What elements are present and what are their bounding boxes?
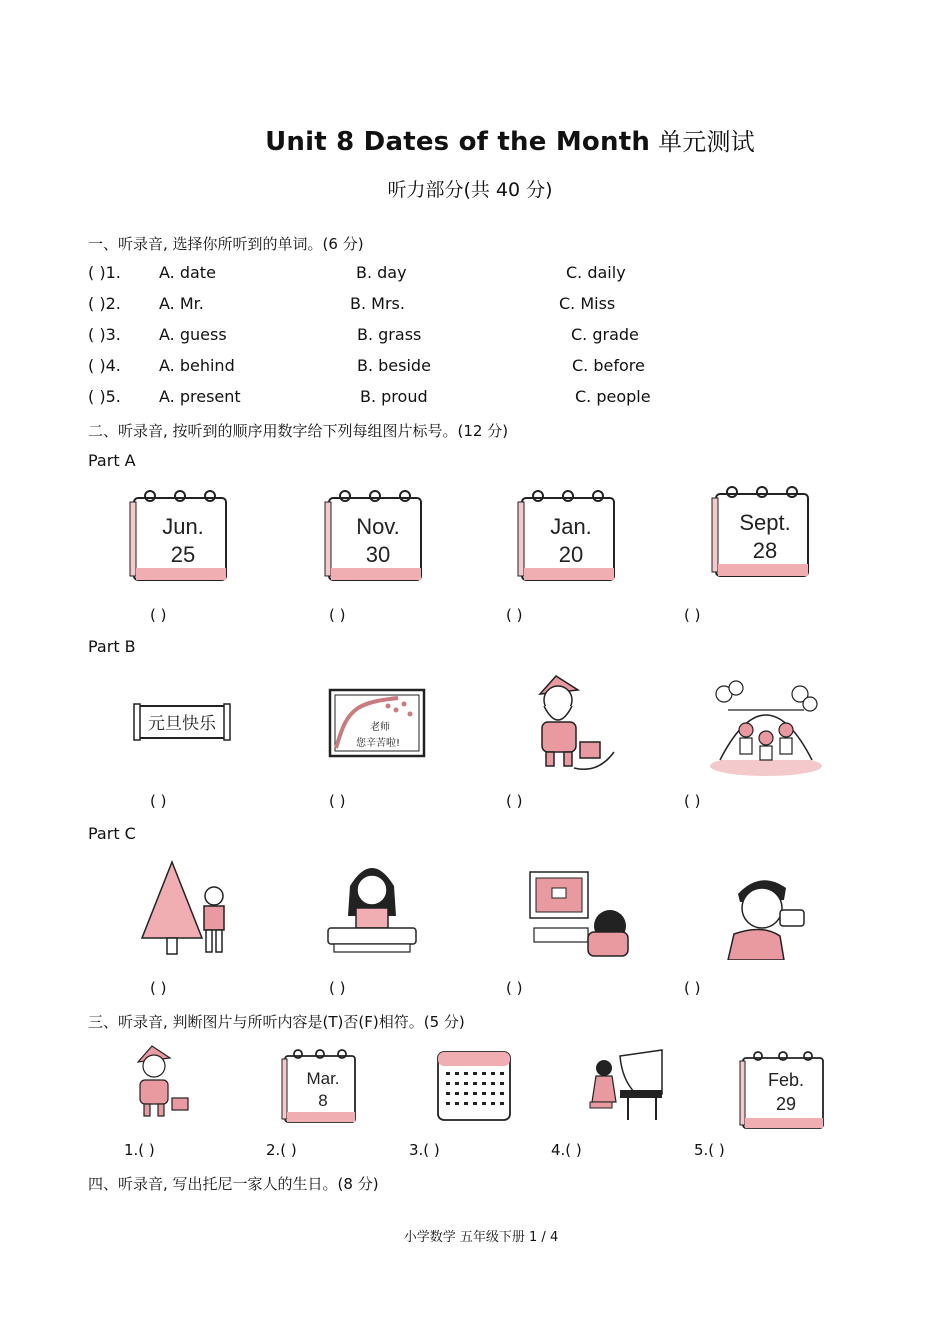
q1-option-a: A. date <box>159 263 216 282</box>
cal6-month: Feb. <box>767 1070 805 1090</box>
cal3-day: 20 <box>558 542 584 567</box>
section2-heading: 二、听录音, 按听到的顺序用数字给下列每组图片标号。(12 分) <box>88 422 509 440</box>
q1-number: ( )1. <box>88 263 121 282</box>
part-c-label: Part C <box>88 824 136 843</box>
cal5-month: Mar. <box>306 1069 340 1088</box>
q4-option-b: B. beside <box>357 356 431 375</box>
q4-option-a: A. behind <box>159 356 235 375</box>
calendar-nov-30 <box>323 486 427 586</box>
q2-option-b: B. Mrs. <box>350 294 405 313</box>
banner-text: 元旦快乐 <box>148 714 216 734</box>
q5-option-a: A. present <box>159 387 241 406</box>
girl-piano-image <box>586 1046 666 1124</box>
q3-option-a: A. guess <box>159 325 227 344</box>
section3-blank-5[interactable]: 5.( ) <box>694 1141 725 1159</box>
christmas-tree-boy-image <box>134 858 234 958</box>
q2-option-c: C. Miss <box>559 294 616 313</box>
section3-blank-2[interactable]: 2.( ) <box>266 1141 297 1159</box>
q3-option-c: C. grade <box>571 325 639 344</box>
calendar-jun-25 <box>128 486 232 586</box>
q3-number: ( )3. <box>88 325 121 344</box>
new-year-banner-image <box>132 700 232 746</box>
q1-option-b: B. day <box>356 263 407 282</box>
section3-blank-4[interactable]: 4.( ) <box>551 1141 582 1159</box>
title-english: Unit 8 Dates of the Month <box>265 127 651 157</box>
cal2-day: 30 <box>365 542 391 567</box>
boy-camera-image <box>724 870 814 960</box>
section1-heading: 一、听录音, 选择你所听到的单词。(6 分) <box>88 235 364 253</box>
calendar-mar-8 <box>280 1046 360 1126</box>
page-title <box>0 122 950 157</box>
cal1-day: 25 <box>170 542 196 567</box>
q4-number: ( )4. <box>88 356 121 375</box>
calendar-feb-29 <box>738 1048 828 1132</box>
monthly-calendar-grid-image <box>434 1046 514 1124</box>
cal3-month: Jan. <box>550 514 592 539</box>
calendar-jan-20 <box>516 486 620 586</box>
computer-email-image <box>526 866 630 958</box>
q5-option-b: B. proud <box>360 387 428 406</box>
q2-option-a: A. Mr. <box>159 294 204 313</box>
q5-option-c: C. people <box>575 387 651 406</box>
cal5-day: 8 <box>318 1091 328 1110</box>
part-b-blank-4[interactable]: ( ) <box>684 792 701 810</box>
card-text-1: 老师 <box>370 722 390 733</box>
part-b-blank-3[interactable]: ( ) <box>506 792 523 810</box>
section3-heading: 三、听录音, 判断图片与所听内容是(T)否(F)相符。(5 分) <box>88 1013 465 1031</box>
part-c-blank-4[interactable]: ( ) <box>684 979 701 997</box>
q1-option-c: C. daily <box>566 263 626 282</box>
cal6-day: 29 <box>775 1094 797 1114</box>
calendar-sept-28 <box>710 482 814 582</box>
card-text-2: 您辛苦啦! <box>356 738 401 749</box>
part-c-blank-1[interactable]: ( ) <box>150 979 167 997</box>
part-b-blank-2[interactable]: ( ) <box>329 792 346 810</box>
part-c-blank-3[interactable]: ( ) <box>506 979 523 997</box>
part-a-blank-3[interactable]: ( ) <box>506 606 523 624</box>
part-a-blank-2[interactable]: ( ) <box>329 606 346 624</box>
cal2-month: Nov. <box>356 514 400 539</box>
section3-blank-1[interactable]: 1.( ) <box>124 1141 155 1159</box>
cal4-month: Sept. <box>739 510 791 535</box>
part-b-label: Part B <box>88 637 136 656</box>
q5-number: ( )5. <box>88 387 121 406</box>
page-subtitle: 听力部分(共 40 分) <box>387 179 553 201</box>
q3-option-b: B. grass <box>357 325 422 344</box>
childrens-day-image <box>706 680 826 778</box>
teachers-day-card-image <box>328 688 426 760</box>
part-a-blank-4[interactable]: ( ) <box>684 606 701 624</box>
page-footer: 小学数学 五年级下册 1 / 4 <box>403 1230 559 1245</box>
part-a-blank-1[interactable]: ( ) <box>150 606 167 624</box>
cal4-day: 28 <box>752 538 778 563</box>
section4-heading: 四、听录音, 写出托尼一家人的生日。(8 分) <box>88 1175 379 1193</box>
santa-claus-image <box>518 672 618 772</box>
santa-claus-small-image <box>124 1044 204 1120</box>
part-a-label: Part A <box>88 451 136 470</box>
q4-option-c: C. before <box>572 356 645 375</box>
section3-blank-3[interactable]: 3.( ) <box>409 1141 440 1159</box>
girl-writing-image <box>322 856 422 958</box>
part-b-blank-1[interactable]: ( ) <box>150 792 167 810</box>
cal1-month: Jun. <box>162 514 204 539</box>
title-chinese: 单元测试 <box>658 128 755 156</box>
part-c-blank-2[interactable]: ( ) <box>329 979 346 997</box>
q2-number: ( )2. <box>88 294 121 313</box>
